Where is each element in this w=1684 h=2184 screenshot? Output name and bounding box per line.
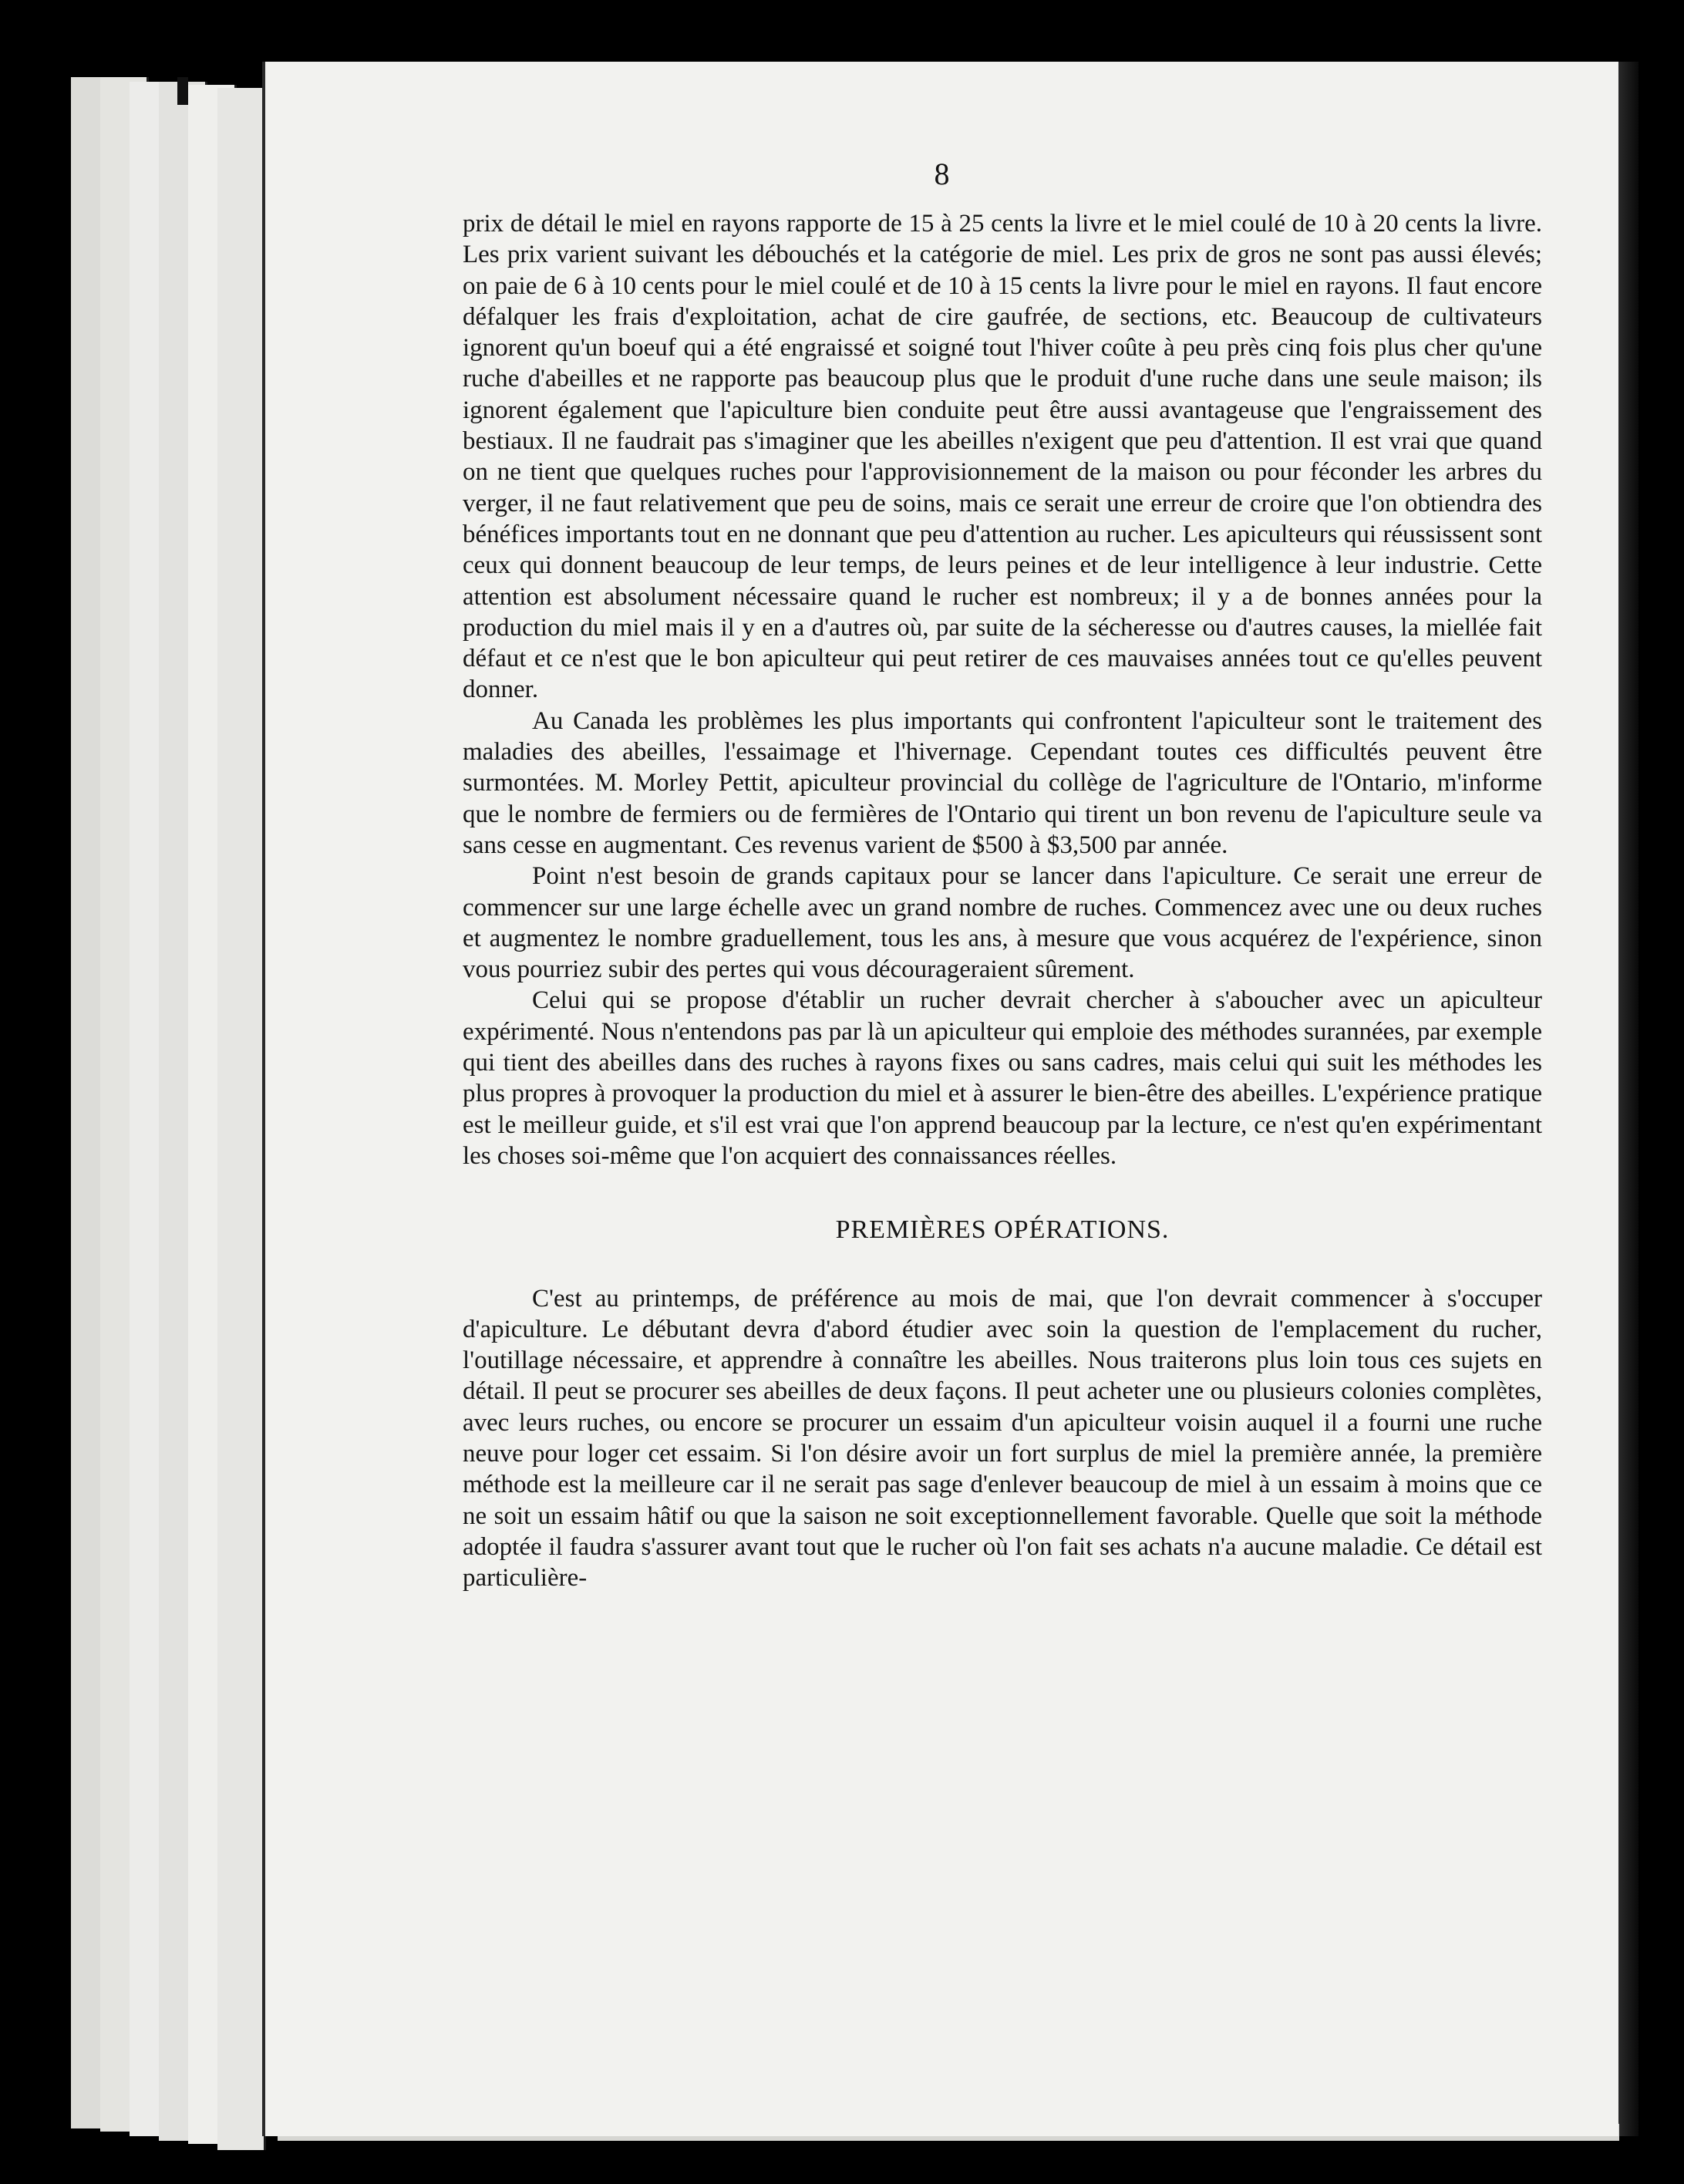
binding-mark xyxy=(177,77,188,105)
page-edge xyxy=(217,88,266,2150)
section-paragraph: C'est au printemps, de préférence au mois de mai, que l'on devrait commencer à s'occuper d'apiculture. Le débutant devra d'abord étudier avec soin la question de l'emplacement du rucher, l'outillage nécessaire, et apprendre à connaître les abeilles. Nous traiterons plus loin tous ces sujets en détail. Il peut se procurer ses abeilles de deux façons. Il peut acheter une ou plusieurs colonies complètes, avec leurs ruches, ou encore se procurer un essaim d'un apiculteur voisin auquel il a fourni une ruche neuve pour loger cet essaim. Si l'on désire avoir un fort surplus de miel la première année, la première méthode est la meilleure car il ne serait pas sage d'enlever beaucoup de miel à un essaim à moins que ce ne soit un essaim hâtif ou que la saison ne soit exceptionnellement favorable. Quelle que soit la méthode adoptée il faudra s'assurer avant tout que le rucher où l'on fait ses achats n'a aucune maladie. Ce détail est particulière- xyxy=(463,1284,1542,1592)
page xyxy=(262,62,1618,2136)
paragraph-2: Au Canada les problèmes les plus importants qui confrontent l'apiculteur sont le traitement des maladies des abeilles, l'essaimage et l'hivernage. Cependant toutes ces difficultés peuvent être surmontées. M. Morley Pettit, apiculteur provincial du collège de l'agriculture de l'Ontario, m'informe que le nombre de fermiers ou de fermières de l'Ontario qui tirent un bon revenu de l'apiculture seule va sans cesse en augmentant. Ces revenus varient de $500 à $3,500 par année. xyxy=(463,706,1542,859)
paragraph-4: Celui qui se propose d'établir un rucher devrait chercher à s'aboucher avec un apiculteur expérimenté. Nous n'entendons pas par là un apiculteur qui emploie des méthodes surannées, par exemple qui tient des abeilles dans des ruches à rayons fixes ou sans cadres, mais celui qui suit les méthodes les plus propres à provoquer la production du miel et à assurer le bien-être des abeilles. L'expérience pratique est le meilleur guide, et s'il est vrai que l'on apprend beaucoup par la lecture, ce n'est qu'en expérimentant les choses soi-même que l'on acquiert des connaissances réelles. xyxy=(463,986,1542,1170)
body-text xyxy=(463,208,1542,1593)
section-heading: PREMIÈRES OPÉRATIONS. xyxy=(835,1215,1170,1245)
paragraph-3: Point n'est besoin de grands capitaux pour se lancer dans l'apiculture. Ce serait une erreur de commencer sur une large échelle avec un grand nombre de ruches. Commencez avec une ou deux ruches et augmentez le nombre graduellement, tous les ans, à mesure que vous acquérez de l'expérience, sinon vous pourriez subir des pertes qui vous décourageraient sûrement. xyxy=(463,862,1542,984)
paragraph-1: prix de détail le miel en rayons rapporte de 15 à 25 cents la livre et le miel coulé de 10 à 20 cents la livre. Les prix varient suivant les débouchés et la catégorie de miel. Les prix de gros ne sont pas aussi élevés; on paie de 6 à 10 cents pour le miel coulé et de 10 à 15 cents la livre pour le miel en rayons. Il faut encore défalquer les frais d'exploitation, achat de cire gaufrée, de sections, etc. Beaucoup de cultivateurs ignorent qu'un boeuf qui a été engraissé et soigné tout l'hiver coûte à peu près cinq fois plus cher qu'une ruche d'abeilles et ne rapporte pas beaucoup plus que le produit d'une ruche dans une seule maison; ils ignorent également que l'apiculture bien conduite peut être aussi avantageuse que l'engraissement des bestiaux. Il ne faudrait pas s'imaginer que les abeilles n'exigent que peu d'attention. Il est vrai que quand on ne tient que quelques ruches pour l'approvisionnement de la maison ou pour féconder les arbres du verger, il ne faut relativement que peu de soins, mais ce serait une erreur de croire que l'on obtiendra des bénéfices importants tout en ne donnant que peu d'attention au rucher. Les apiculteurs qui réussissent sont ceux qui donnent beaucoup de leur temps, de leurs peines et de leur intelligence à leur industrie. Cette attention est absolument nécessaire quand le rucher est nombreux; il y a de bonnes années pour la production du miel mais il y en a d'autres où, par suite de la sécheresse ou d'autres causes, la miellée fait défaut et ce n'est que le bon apiculteur qui peut retirer de ces mauvaises années tout ce qu'elles peuvent donner. xyxy=(463,210,1542,704)
page-number: 8 xyxy=(934,157,950,191)
